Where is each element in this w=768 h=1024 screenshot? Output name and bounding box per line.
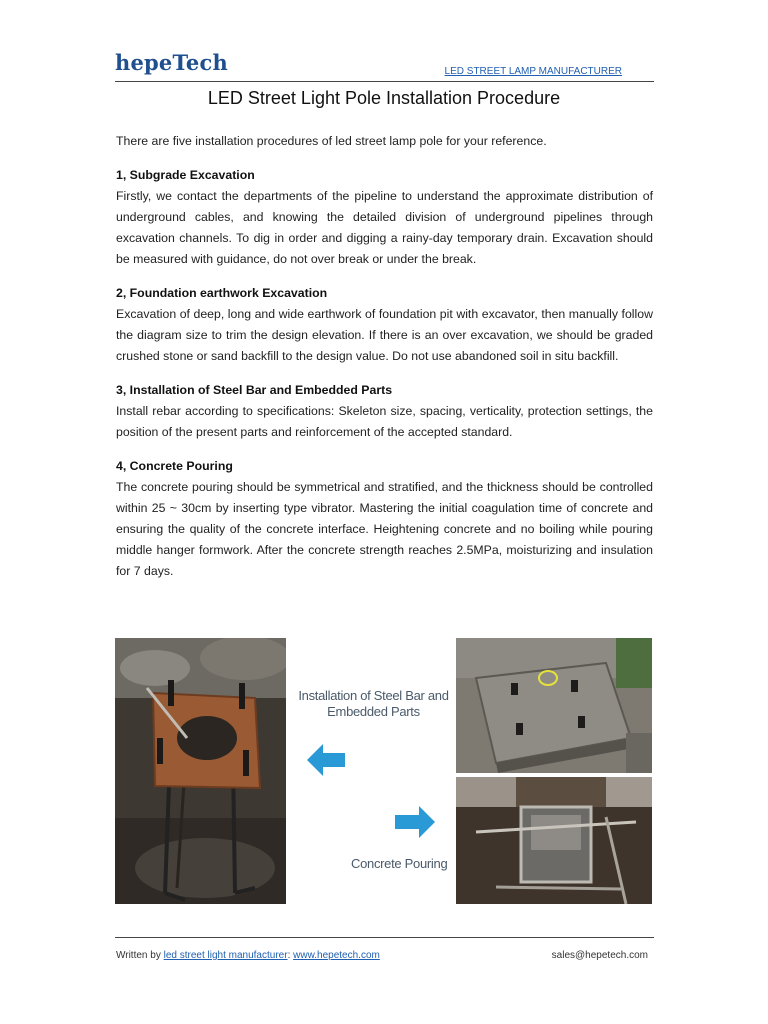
footer-written-by: Written by: [116, 950, 164, 961]
section-steel-bar-installation: [116, 380, 653, 443]
document-body: [116, 131, 653, 595]
arrow-left-icon: [307, 742, 347, 778]
footer-website-link[interactable]: www.hepetech.com: [293, 950, 380, 961]
section-body: Firstly, we contact the departments of the pipeline to understand the approximate distribution of underground cables, and knowing the detailed division of underground pipelines through excavation channels. To dig in order and digging a rainy-day temporary drain. Excavation should be measured with guidance, do not over break or under the break.: [116, 189, 653, 266]
steel-bar-photo-drawing: [115, 638, 286, 904]
footer-manufacturer-link[interactable]: led street light manufacturer: [163, 950, 288, 961]
concrete-pouring-photo: [456, 777, 652, 904]
company-logo: hepeTech: [115, 50, 228, 75]
section-concrete-pouring: [116, 456, 653, 582]
section-heading: 3, Installation of Steel Bar and Embedded Parts: [116, 383, 393, 397]
section-heading: 4, Concrete Pouring: [116, 459, 233, 473]
steel-bar-caption: Installation of Steel Bar and Embedded Parts: [298, 688, 449, 719]
concrete-pouring-caption: Concrete Pouring: [351, 856, 448, 871]
arrow-left-shape: [307, 744, 345, 776]
concrete-pouring-drawing: [456, 777, 652, 904]
footer-email[interactable]: sales@hepetech.com: [551, 950, 648, 961]
footer-credit: [116, 950, 380, 961]
section-body: The concrete pouring should be symmetrical and stratified, and the thickness should be controlled within 25 ~ 30cm by inserting type vibrator. Mastering the initial coagulation time of concrete and ensuring the quality of the concrete interface. Heightening concrete and no boiling while pouring middle hanger formwork. After the concrete strength reaches 2.5MPa, moisturizing and insulation for 7 days.: [116, 480, 653, 578]
header-tagline-link[interactable]: LED STREET LAMP MANUFACTURER: [444, 66, 622, 77]
foundation-finished-drawing: [456, 638, 652, 773]
footer-separator: :: [287, 950, 294, 961]
arrow-right-shape: [395, 806, 435, 838]
section-heading: 1, Subgrade Excavation: [116, 168, 255, 182]
section-body: Excavation of deep, long and wide earthwork of foundation pit with excavator, then manually follow the diagram size to trim the design elevation. If there is an over excavation, we should be graded crushed stone or sand backfill to the design value. Do not use abandoned soil in situ backfill.: [116, 307, 653, 363]
foundation-finished-photo: [456, 638, 652, 773]
installation-figure: [115, 638, 652, 904]
page-title: LED Street Light Pole Installation Procedure: [207, 88, 561, 108]
intro-paragraph: There are five installation procedures of led street lamp pole for your reference.: [116, 134, 547, 148]
steel-bar-photo: [115, 638, 286, 904]
section-subgrade-excavation: [116, 165, 653, 270]
section-heading: 2, Foundation earthwork Excavation: [116, 286, 328, 300]
section-body: Install rebar according to specifications: Skeleton size, spacing, verticality, protection settings, the position of the present parts and reinforcement of the accepted standard.: [116, 404, 653, 439]
section-foundation-excavation: [116, 283, 653, 367]
header-divider: [115, 81, 654, 82]
arrow-right-icon: [393, 804, 435, 840]
footer-divider: [115, 937, 654, 938]
